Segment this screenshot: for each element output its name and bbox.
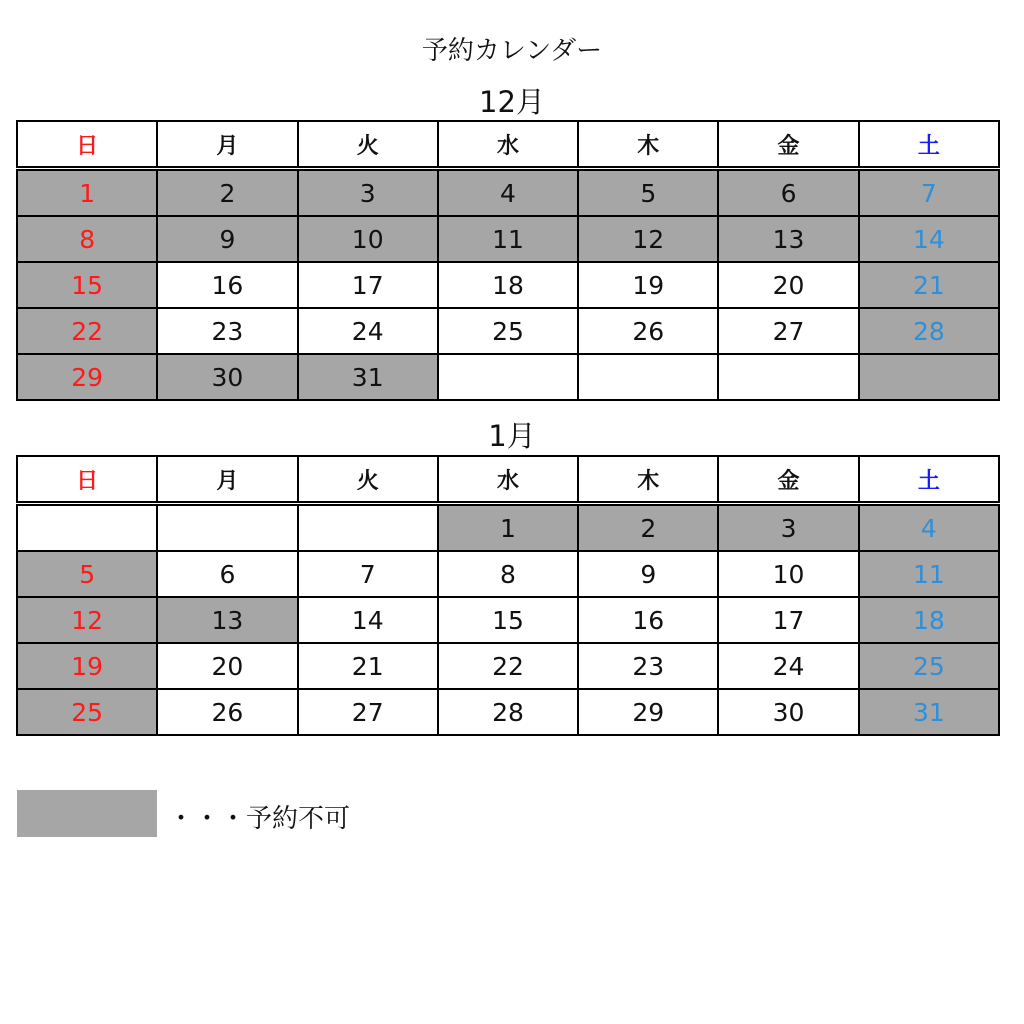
day-cell: 6 xyxy=(157,551,297,597)
legend-swatch xyxy=(17,790,157,837)
day-cell: 4 xyxy=(859,504,999,552)
day-cell: 20 xyxy=(718,262,858,308)
empty-day-cell xyxy=(17,504,157,552)
day-cell: 13 xyxy=(157,597,297,643)
day-cell: 2 xyxy=(578,504,718,552)
legend-label: ・・・予約不可 xyxy=(168,804,351,834)
day-cell: 14 xyxy=(859,216,999,262)
day-cell: 28 xyxy=(859,308,999,354)
day-cell: 2 xyxy=(157,169,297,217)
week-row xyxy=(17,551,999,597)
day-cell: 19 xyxy=(578,262,718,308)
day-cell: 1 xyxy=(438,504,578,552)
day-cell: 31 xyxy=(298,354,438,400)
weekday-header: 水 xyxy=(438,121,578,169)
empty-day-cell xyxy=(298,504,438,552)
day-cell: 17 xyxy=(298,262,438,308)
weekday-header: 金 xyxy=(718,456,858,504)
weekday-header: 木 xyxy=(578,121,718,169)
day-cell: 18 xyxy=(438,262,578,308)
day-cell: 20 xyxy=(157,643,297,689)
day-cell: 24 xyxy=(718,643,858,689)
day-cell: 25 xyxy=(17,689,157,735)
day-cell: 10 xyxy=(298,216,438,262)
day-cell: 25 xyxy=(438,308,578,354)
day-cell: 8 xyxy=(17,216,157,262)
day-cell: 30 xyxy=(718,689,858,735)
weekday-header-row xyxy=(17,121,999,169)
day-cell: 16 xyxy=(578,597,718,643)
day-cell: 21 xyxy=(298,643,438,689)
week-row xyxy=(17,689,999,735)
day-cell: 12 xyxy=(578,216,718,262)
weekday-header-row xyxy=(17,456,999,504)
day-cell: 5 xyxy=(578,169,718,217)
month-title-january: 1月 xyxy=(488,419,536,453)
day-cell: 6 xyxy=(718,169,858,217)
day-cell: 29 xyxy=(17,354,157,400)
day-cell: 27 xyxy=(718,308,858,354)
calendar-january xyxy=(16,455,1000,736)
day-cell: 18 xyxy=(859,597,999,643)
week-row xyxy=(17,597,999,643)
weekday-header: 月 xyxy=(157,121,297,169)
day-cell: 26 xyxy=(157,689,297,735)
day-cell: 31 xyxy=(859,689,999,735)
day-cell: 30 xyxy=(157,354,297,400)
day-cell: 29 xyxy=(578,689,718,735)
day-cell: 3 xyxy=(718,504,858,552)
day-cell: 9 xyxy=(578,551,718,597)
empty-day-cell xyxy=(578,354,718,400)
weekday-header: 月 xyxy=(157,456,297,504)
week-row xyxy=(17,216,999,262)
week-row xyxy=(17,643,999,689)
weekday-header: 火 xyxy=(298,121,438,169)
week-row xyxy=(17,262,999,308)
day-cell: 11 xyxy=(438,216,578,262)
day-cell: 10 xyxy=(718,551,858,597)
empty-day-cell xyxy=(438,354,578,400)
empty-day-cell xyxy=(157,504,297,552)
empty-day-cell xyxy=(718,354,858,400)
weekday-header: 金 xyxy=(718,121,858,169)
day-cell: 12 xyxy=(17,597,157,643)
month-title-december: 12月 xyxy=(479,85,545,119)
day-cell: 5 xyxy=(17,551,157,597)
week-row xyxy=(17,308,999,354)
day-cell: 22 xyxy=(438,643,578,689)
weekday-header: 日 xyxy=(17,456,157,504)
day-cell: 24 xyxy=(298,308,438,354)
weekday-header: 火 xyxy=(298,456,438,504)
day-cell: 8 xyxy=(438,551,578,597)
day-cell: 26 xyxy=(578,308,718,354)
day-cell: 3 xyxy=(298,169,438,217)
day-cell: 16 xyxy=(157,262,297,308)
week-row xyxy=(17,169,999,217)
day-cell: 4 xyxy=(438,169,578,217)
weekday-header: 土 xyxy=(859,456,999,504)
day-cell: 7 xyxy=(859,169,999,217)
day-cell: 17 xyxy=(718,597,858,643)
calendar-december xyxy=(16,120,1000,401)
day-cell: 14 xyxy=(298,597,438,643)
day-cell: 7 xyxy=(298,551,438,597)
weekday-header: 土 xyxy=(859,121,999,169)
day-cell: 27 xyxy=(298,689,438,735)
day-cell: 13 xyxy=(718,216,858,262)
day-cell: 23 xyxy=(157,308,297,354)
day-cell: 9 xyxy=(157,216,297,262)
day-cell: 21 xyxy=(859,262,999,308)
empty-day-cell xyxy=(859,354,999,400)
day-cell: 1 xyxy=(17,169,157,217)
week-row xyxy=(17,354,999,400)
weekday-header: 水 xyxy=(438,456,578,504)
week-row xyxy=(17,504,999,552)
day-cell: 22 xyxy=(17,308,157,354)
day-cell: 28 xyxy=(438,689,578,735)
weekday-header: 日 xyxy=(17,121,157,169)
day-cell: 15 xyxy=(438,597,578,643)
day-cell: 25 xyxy=(859,643,999,689)
day-cell: 23 xyxy=(578,643,718,689)
day-cell: 15 xyxy=(17,262,157,308)
day-cell: 11 xyxy=(859,551,999,597)
day-cell: 19 xyxy=(17,643,157,689)
weekday-header: 木 xyxy=(578,456,718,504)
page-title: 予約カレンダー xyxy=(421,36,603,66)
